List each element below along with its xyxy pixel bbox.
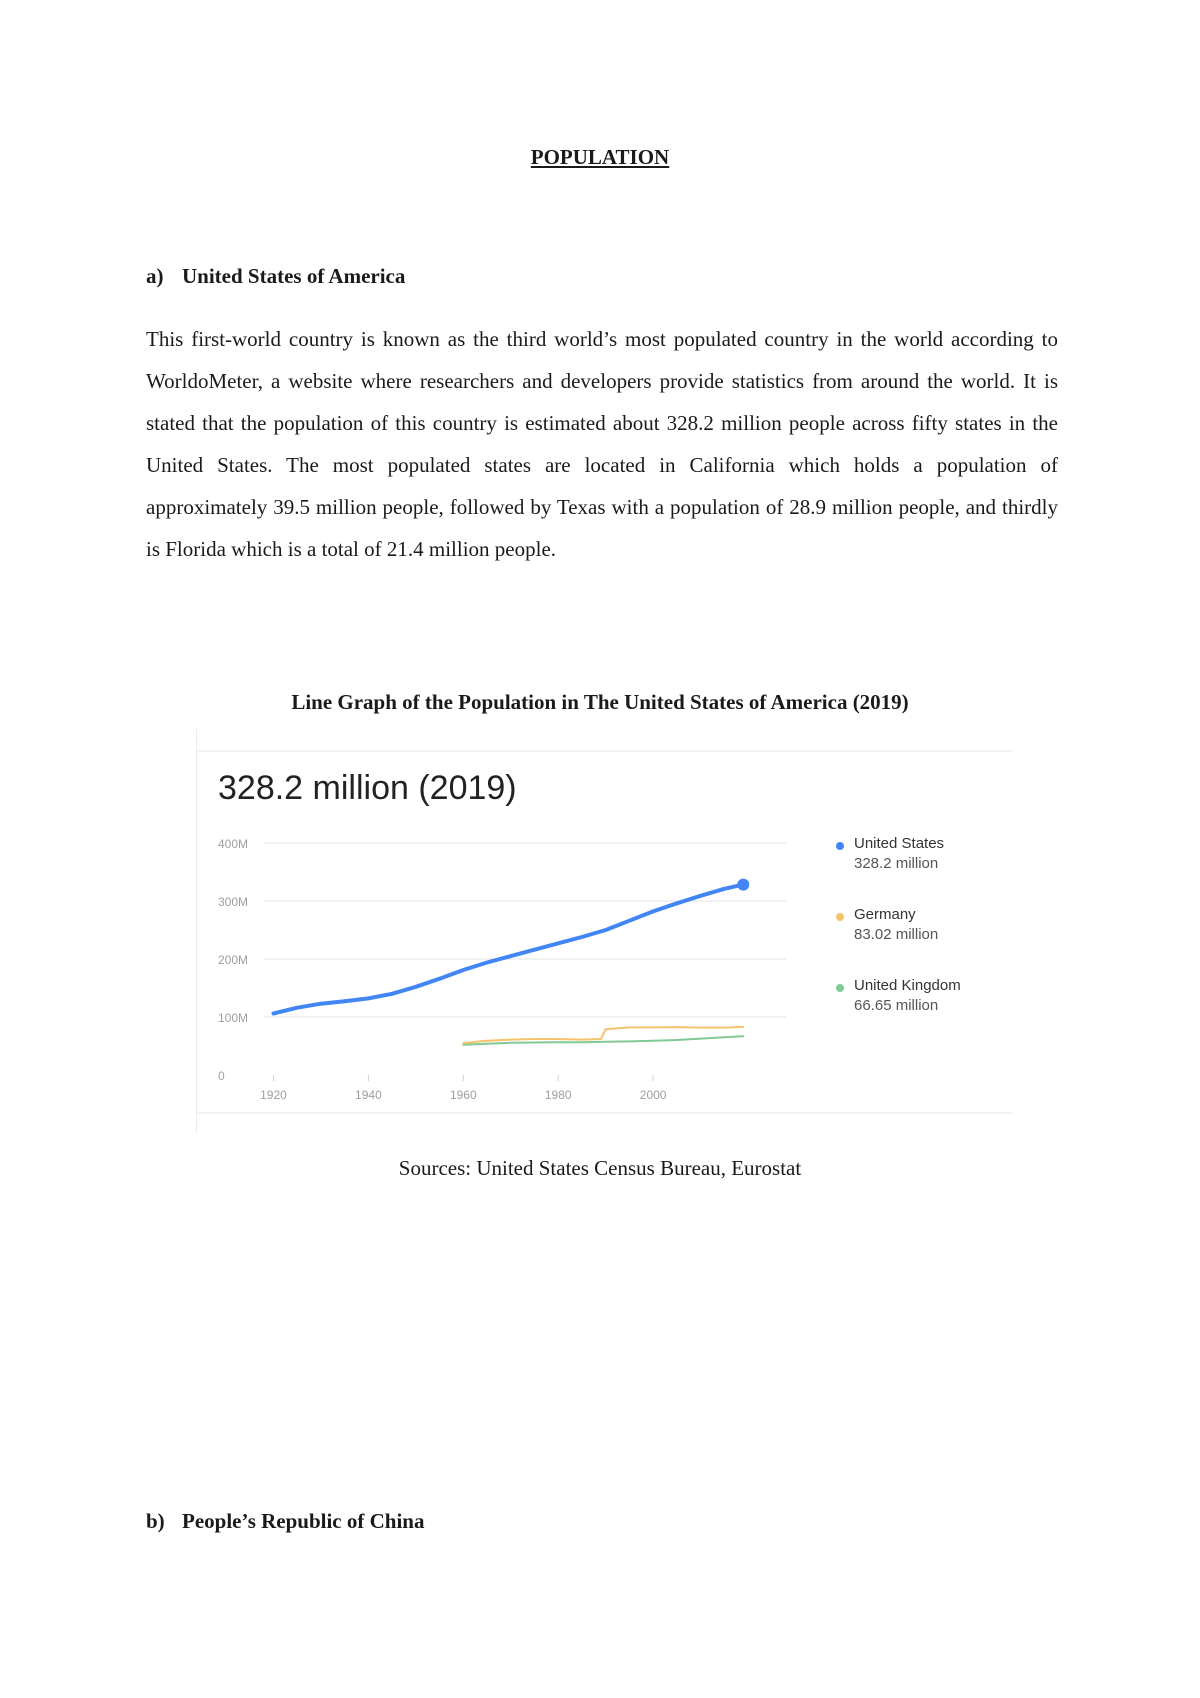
chart-legend bbox=[836, 835, 1006, 1048]
figure-sources: Sources: United States Census Bureau, Eurostat bbox=[398, 1156, 802, 1180]
legend-item-germany[interactable] bbox=[836, 906, 1006, 977]
legend-series-name: United Kingdom bbox=[854, 977, 961, 994]
section-heading-text: United States of America bbox=[182, 264, 406, 288]
section-heading-china bbox=[146, 1509, 424, 1534]
x-tick-label: 1920 bbox=[260, 1088, 287, 1102]
legend-dot bbox=[836, 984, 844, 992]
x-tick-label: 1980 bbox=[544, 1088, 572, 1102]
figure-caption: Line Graph of the Population in The United States of America (2019) bbox=[291, 690, 909, 714]
y-tick-label: 300M bbox=[218, 895, 249, 909]
y-tick-label: 200M bbox=[218, 953, 249, 967]
legend-item-united-states[interactable] bbox=[836, 835, 1006, 906]
legend-series-name: United States bbox=[854, 835, 945, 852]
legend-item-united-kingdom[interactable] bbox=[836, 977, 1006, 1048]
legend-series-name: Germany bbox=[854, 906, 916, 923]
section-marker: a) bbox=[146, 264, 164, 288]
legend-series-value: 83.02 million bbox=[854, 926, 939, 943]
usa-paragraph: This first-world country is known as the third world’s most populated country in the world according to WorldoMeter, a website where researchers and developers provide statistics from around the world. It is stated that the population of this country is estimated about 328.2 million people across fifty states in the United States. The most populated states are located in California which holds a population of approximately 39.5 million people, followed by Texas with a population of 28.9 million people, and thirdly is Florida which is a total of 21.4 million people. bbox=[146, 327, 1058, 561]
x-tick-label: 1960 bbox=[449, 1088, 477, 1102]
legend-series-value: 66.65 million bbox=[854, 997, 939, 1014]
series-layer bbox=[274, 879, 750, 1045]
y-tick-label: 100M bbox=[218, 1011, 249, 1025]
section-heading-text: People’s Republic of China bbox=[182, 1509, 425, 1533]
series-line-united-states bbox=[274, 885, 744, 1014]
legend-dot bbox=[836, 913, 844, 921]
tick-layer bbox=[218, 837, 667, 1102]
y-tick-label: 400M bbox=[218, 837, 249, 851]
x-tick-label: 2000 bbox=[639, 1088, 667, 1102]
legend-series-value: 328.2 million bbox=[854, 855, 939, 872]
y-tick-label: 0 bbox=[218, 1069, 225, 1083]
legend-dot bbox=[836, 842, 844, 850]
document-title: POPULATION bbox=[530, 145, 670, 169]
section-heading-usa bbox=[146, 264, 405, 289]
x-tick-label: 1940 bbox=[355, 1088, 382, 1102]
series-end-point-united-states bbox=[737, 879, 749, 891]
population-chart bbox=[196, 729, 1012, 1133]
chart-headline: 328.2 million (2019) bbox=[218, 769, 517, 807]
series-line-germany bbox=[463, 1027, 743, 1043]
section-marker: b) bbox=[146, 1509, 165, 1533]
